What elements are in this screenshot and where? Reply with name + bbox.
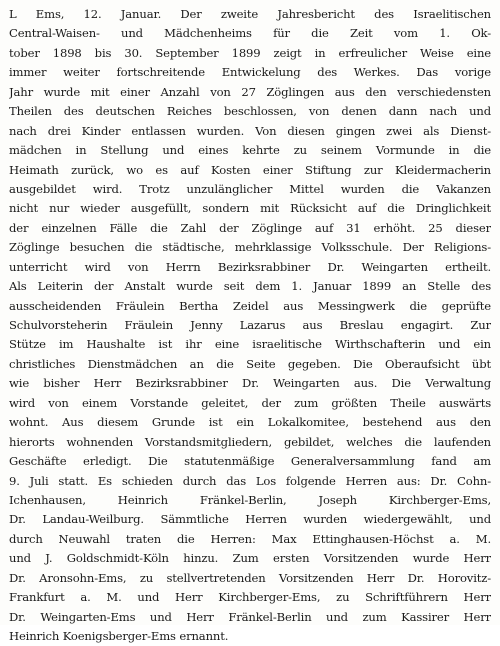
article-line: Central-Waisen- und Mädchenheims für die Zeit vom 1. Ok- [9,26,491,41]
article-line: L Ems, 12. Januar. Der zweite Jahresbericht des Israelitischen [9,7,491,21]
article-line: unterricht wird von Herrn Bezirksrabbiner Dr. Weingarten ertheilt. [9,259,491,274]
article-line: nach drei Kinder entlassen wurden. Von diesen gingen zwei als Dienst- [9,123,491,138]
article-line: nicht nur wieder ausgefüllt, sondern mit Rücksicht auf die Dringlichkeit [9,201,491,216]
article-line: Stütze im Haushalte ist ihr eine israelitische Wirthschafterin und ein [9,337,491,352]
article-line: der einzelnen Fälle die Zahl der Zöglinge auf 31 erhöht. 25 dieser [9,220,491,235]
article-line: ausscheidenden Fräulein Bertha Zeidel aus Messingwerk die geprüfte [9,298,491,313]
article-line: durch Neuwahl traten die Herren: Max Ettinghausen-Höchst a. M. [9,531,491,546]
article-line: wird von einem Vorstande geleitet, der zum größten Theile auswärts [9,395,491,410]
article-line: Jahr wurde mit einer Anzahl von 27 Zöglingen aus den verschiedensten [9,84,491,99]
news-article [9,5,491,646]
article-line: wie bisher Herr Bezirksrabbiner Dr. Weingarten aus. Die Verwaltung [9,376,491,391]
article-line: wohnt. Aus diesem Grunde ist ein Lokalkomitee, bestehend aus den [9,415,491,430]
article-line: Frankfurt a. M. und Herr Kirchberger-Ems, zu Schriftführern Herr [9,590,491,605]
article-line: immer weiter fortschreitende Entwickelung des Werkes. Das vorige [9,65,491,80]
article-line: christliches Dienstmädchen an die Seite gegeben. Die Oberaufsicht übt [9,356,491,371]
article-line: Dr. Weingarten-Ems und Herr Fränkel-Berlin und zum Kassirer Herr [9,609,491,624]
article-line: Zöglinge besuchen die städtische, mehrklassige Volksschule. Der Religions- [9,240,491,255]
article-line: Theilen des deutschen Reiches beschlossen, von denen dann nach und [9,104,491,119]
article-line: Schulvorsteherin Fräulein Jenny Lazarus aus Breslau engagirt. Zur [9,318,491,332]
article-line: Heimath zurück, wo es auf Kosten einer Stiftung zur Kleidermacherin [9,162,491,177]
article-line: Dr. Landau-Weilburg. Sämmtliche Herren wurden wiedergewählt, und [9,512,491,527]
article-line: hierorts wohnenden Vorstandsmitgliedern, gebildet, welches die laufenden [9,434,491,449]
article-line: mädchen in Stellung und eines kehrte zu seinem Vormunde in die [9,143,491,158]
article-line: und J. Goldschmidt-Köln hinzu. Zum ersten Vorsitzenden wurde Herr [9,551,491,566]
article-line: 9. Juli statt. Es schieden durch das Los folgende Herren aus: Dr. Cohn- [9,473,491,488]
article-line: tober 1898 bis 30. September 1899 zeigt in erfreulicher Weise eine [9,45,491,60]
article-line: Dr. Aronsohn-Ems, zu stellvertretenden Vorsitzenden Herr Dr. Horovitz- [9,570,491,585]
article-line: Geschäfte erledigt. Die statutenmäßige Generalversammlung fand am [9,454,491,469]
article-line: Ichenhausen, Heinrich Fränkel-Berlin, Joseph Kirchberger-Ems, [9,492,491,507]
article-line: Heinrich Koenigsberger-Ems ernannt. [9,629,229,643]
article-line: ausgebildet wird. Trotz unzulänglicher Mittel wurden die Vakanzen [9,181,491,196]
article-line: Als Leiterin der Anstalt wurde seit dem 1. Januar 1899 an Stelle des [9,279,491,294]
